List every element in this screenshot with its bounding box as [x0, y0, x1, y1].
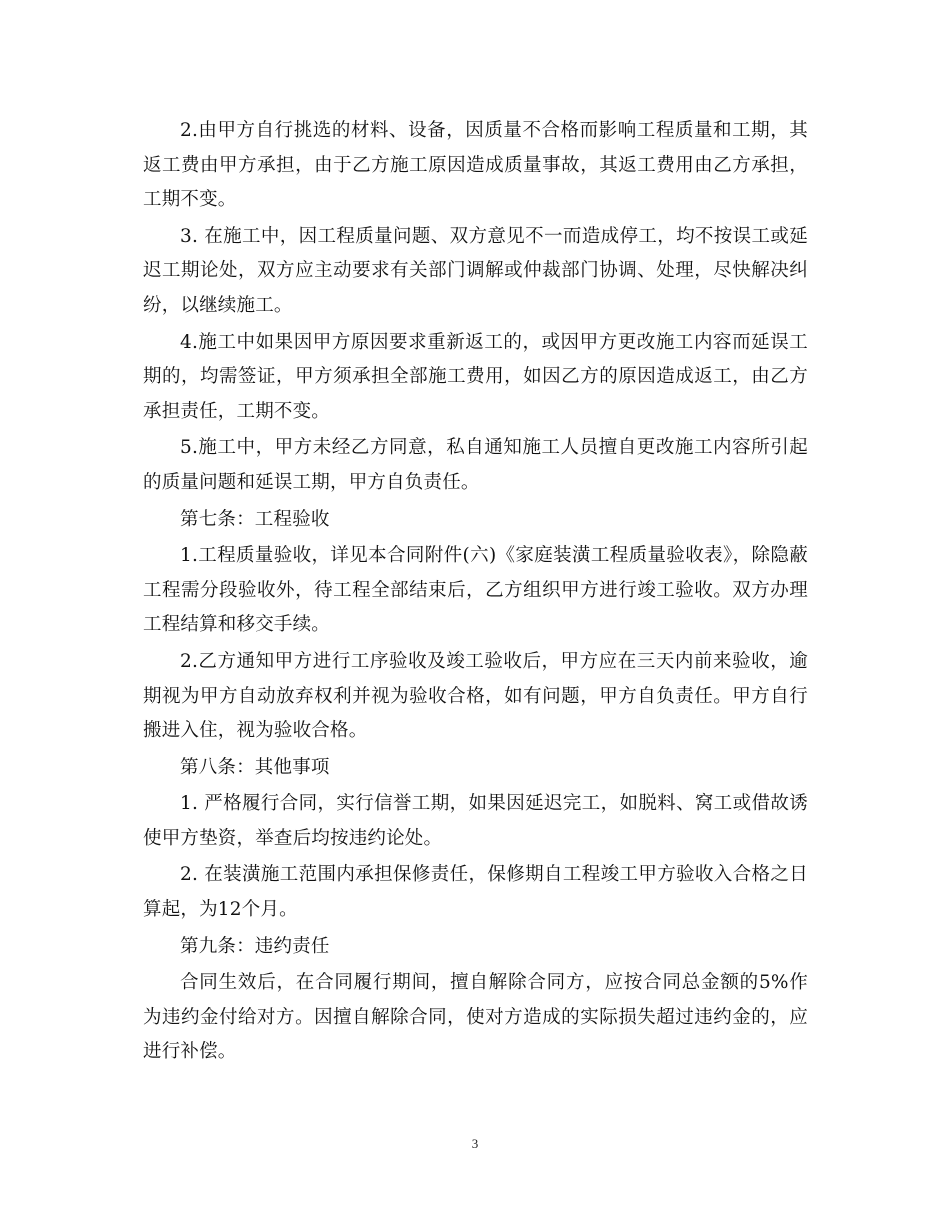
paragraph-clause-7-2: 2.乙方通知甲方进行工序验收及竣工验收后，甲方应在三天内前来验收，逾期视为甲方自动放弃权利并视为验收合格，如有问题，甲方自负责任。甲方自行搬进入住，视为验收合格。 [143, 650, 808, 742]
page-number: 3 [471, 1136, 479, 1151]
paragraph-clause-8-2: 2. 在装潢施工范围内承担保修责任，保修期自工程竣工甲方验收入合格之日算起，为12个月。 [143, 864, 808, 921]
paragraph-clause-8-1: 1. 严格履行合同，实行信誉工期，如果因延迟完工，如脱料、窝工或借故诱使甲方垫资，举查后均按违约论处。 [143, 793, 808, 849]
paragraph-clause-6-4: 4.施工中如果因甲方原因要求重新返工的，或因甲方更改施工内容而延误工期的，均需签证，甲方须承担全部施工费用，如因乙方的原因造成返工，由乙方承担责任，工期不变。 [143, 331, 808, 422]
section-heading-article-9: 第九条：违约责任 [180, 935, 330, 957]
paragraph-clause-9: 合同生效后，在合同履行期间，擅自解除合同方，应按合同总金额的5%作为违约金付给对方。因擅自解除合同，使对方造成的实际损失超过违约金的，应进行补偿。 [143, 972, 808, 1063]
paragraph-clause-6-5: 5.施工中，甲方未经乙方同意，私自通知施工人员擅自更改施工内容所引起的质量问题和延误工期，甲方自负责任。 [143, 437, 808, 493]
section-heading-article-8: 第八条：其他事项 [180, 756, 330, 778]
paragraph-clause-7-1: 1.工程质量验收，详见本合同附件(六)《家庭装潢工程质量验收表》，除隐蔽工程需分段验收外，待工程全部结束后，乙方组织甲方进行竣工验收。双方办理工程结算和移交手续。 [143, 545, 808, 636]
paragraph-clause-6-3: 3. 在施工中，因工程质量问题、双方意见不一而造成停工，均不按误工或延迟工期论处，双方应主动要求有关部门调解或仲裁部门协调、处理，尽快解决纠纷，以继续施工。 [143, 225, 808, 316]
document-body [143, 114, 808, 1072]
section-heading-article-7: 第七条：工程验收 [180, 508, 330, 530]
paragraph-clause-6-2: 2.由甲方自行挑选的材料、设备，因质量不合格而影响工程质量和工期，其返工费由甲方承担，由于乙方施工原因造成质量事故，其返工费用由乙方承担，工期不变。 [143, 120, 808, 211]
